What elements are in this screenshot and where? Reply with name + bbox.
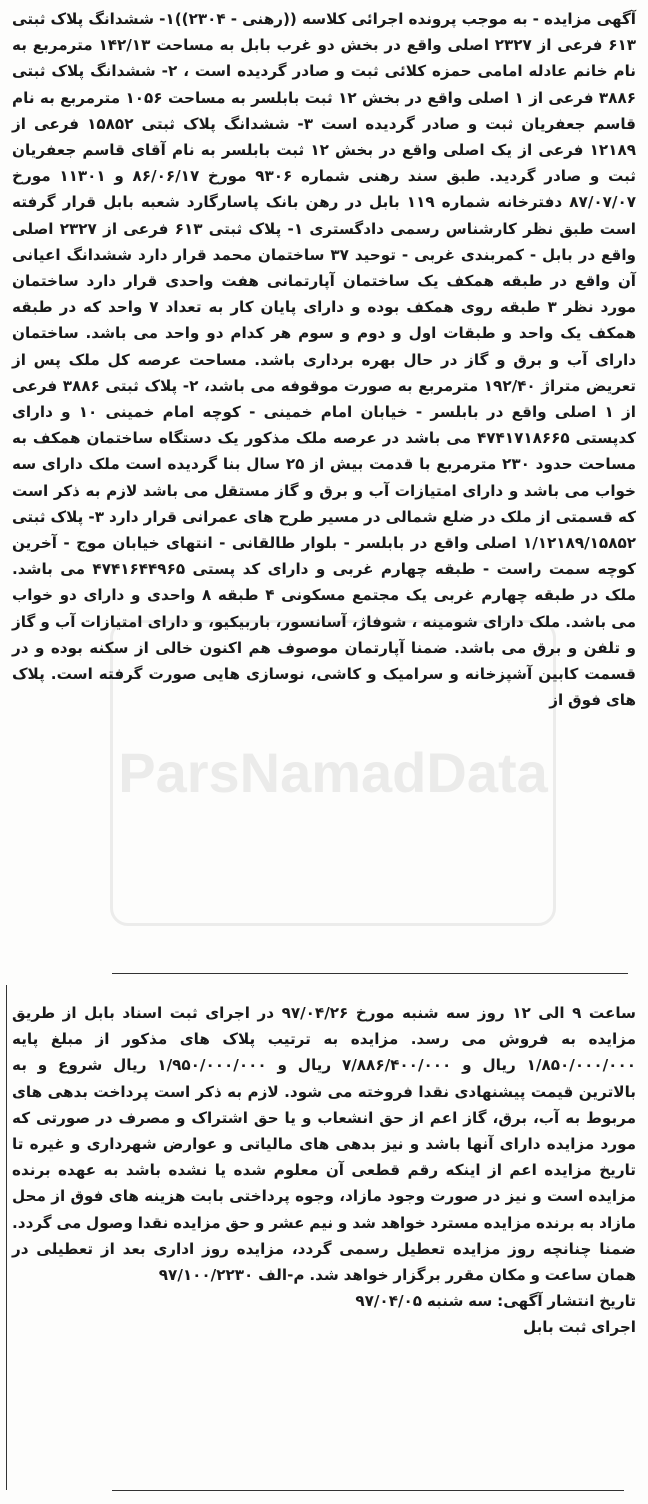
notice-body-part-two <box>12 1000 636 1341</box>
notice-body-part-one <box>12 6 636 713</box>
publish-date: تاریخ انتشار آگهی: سه شنبه ۹۷/۰۴/۰۵ <box>355 1292 636 1311</box>
bottom-divider <box>112 1490 624 1491</box>
notice-text-part-one: آگهی مزایده - به موجب پرونده اجرائی کلاسه ((رهنی - ۲۳۰۴))۱- ششدانگ پلاک ثبتی ۶۱۳ فرعی از ۲۳۲۷ اصلی واقع در بخش دو غرب بابل به مساحت ۱۴۲/۱۳ مترمربع به نام خانم عادله امامی حمزه کلائی ثبت و صادر گردیده است ، ۲- ششدانگ پلاک ثبتی ۳۸۸۶ فرعی از ۱ اصلی واقع در بخش ۱۲ ثبت بابلسر به مساحت ۱۰۵۶ مترمربع به نام قاسم جعفریان ثبت و صادر گردیده است ۳- ششدانگ پلاک ثبتی ۱۵۸۵۲ فرعی از ۱۲۱۸۹ فرعی از یک اصلی واقع در بخش ۱۲ ثبت بابلسر به نام آقای قاسم جعفریان ثبت و صادر گردید. طبق سند رهنی شماره ۹۳۰۶ مورخ ۸۶/۰۶/۱۷ و ۱۱۳۰۱ مورخ ۸۷/۰۷/۰۷ دفترخانه شماره ۱۱۹ بابل در رهن بانک پاسارگارد شعبه بابل قرار گرفته است طبق نظر کارشناس رسمی دادگستری ۱- پلاک ثبتی ۶۱۳ فرعی از ۲۳۲۷ اصلی واقع در بابل - کمربندی غربی - توحید ۳۷ ساختمان محمد قرار دارد ششدانگ اعیانی آن واقع در طبقه همکف یک ساختمان آپارتمانی هفت واحدی قرار دارد ساختمان مورد نظر ۳ طبقه روی همکف بوده و دارای پایان کار به تعداد ۷ واحد که در طبقه همکف یک واحد و طبقات اول و دوم و سوم هر کدام دو واحد می باشد. ساختمان دارای آب و برق و گاز در حال بهره برداری باشد. مساحت عرصه کل ملک پس از تعریض متراژ ۱۹۲/۴۰ مترمربع به صورت موقوفه می باشد، ۲- پلاک ثبتی ۳۸۸۶ فرعی از ۱ اصلی واقع در بابلسر - خیابان امام خمینی - کوچه امام خمینی ۱۰ و دارای کدپستی ۴۷۴۱۷۱۸۶۶۵ می باشد در عرصه ملک مذکور یک دستگاه ساختمان همکف به مساحت حدود ۲۳۰ مترمربع با قدمت بیش از ۲۵ سال بنا گردیده است ملک دارای سه خواب می باشد و دارای امتیازات آب و برق و گاز مستقل می باشد لازم به ذکر است که قسمتی از ملک در ضلع شمالی در مسیر طرح های عمرانی قرار دارد ۳- پلاک ثبتی ۱/۱۲۱۸۹/۱۵۸۵۲ اصلی واقع در بابلسر - بلوار طالقانی - انتهای خیابان موج - آخرین کوچه سمت راست - طبقه چهارم غربی و دارای کد پستی ۴۷۴۱۶۴۴۹۶۵ می باشد. ملک در طبقه چهارم غربی یک مجتمع مسکونی ۴ طبقه ۸ واحدی و دارای دو خواب می باشد. ملک دارای شومینه ، شوفاژ، آسانسور، باربیکیو، و دارای امتیازات آب و گاز و تلفن و برق می باشد. ضمنا آپارتمان موصوف هم اکنون خالی از سکنه بوده و در قسمت کابین آشپزخانه و سرامیک و کاشی، نوسازی هایی صورت گرفته است. پلاک های فوق از <box>12 10 637 710</box>
column-rule <box>6 985 7 1490</box>
watermark-logo: ParsNamadData <box>110 620 556 926</box>
notice-text-part-two: ساعت ۹ الی ۱۲ روز سه شنبه مورخ ۹۷/۰۴/۲۶ در اجرای ثبت اسناد بابل از طریق مزایده به فروش می رسد. مزایده به ترتیب پلاک های مذکور از مبلغ پایه ۱/۸۵۰/۰۰۰/۰۰۰ ریال و ۷/۸۸۶/۴۰۰/۰۰۰ ریال و ۱/۹۵۰/۰۰۰/۰۰۰ ریال شروع و به بالاترین قیمت پیشنهادی نقدا فروخته می شود. لازم به ذکر است پرداخت بدهی های مربوط به آب، برق، گاز اعم از حق انشعاب و یا حق اشتراک و مصرف در صورتی که مورد مزایده دارای آنها باشد و نیز بدهی های مالیاتی و عوارض شهرداری و غیره تا تاریخ مزایده اعم از اینکه رقم قطعی آن معلوم شده یا نشده باشد به عهده برنده مزایده است و نیز در صورت وجود مازاد، وجوه پرداختی بابت هزینه های فوق از محل مازاد به برنده مزایده مسترد خواهد شد و نیم عشر و حق مزایده نقدا وصول می گردد. ضمنا چنانچه روز مزایده تعطیل رسمی گردد، مزایده روز اداری بعد از تعطیلی در همان ساعت و مکان مقرر برگزار خواهد شد. م-الف ۹۷/۱۰۰/۲۲۳۰ <box>12 1004 636 1285</box>
issuer-signature: اجرای ثبت بابل <box>523 1318 636 1337</box>
section-divider <box>112 973 628 974</box>
